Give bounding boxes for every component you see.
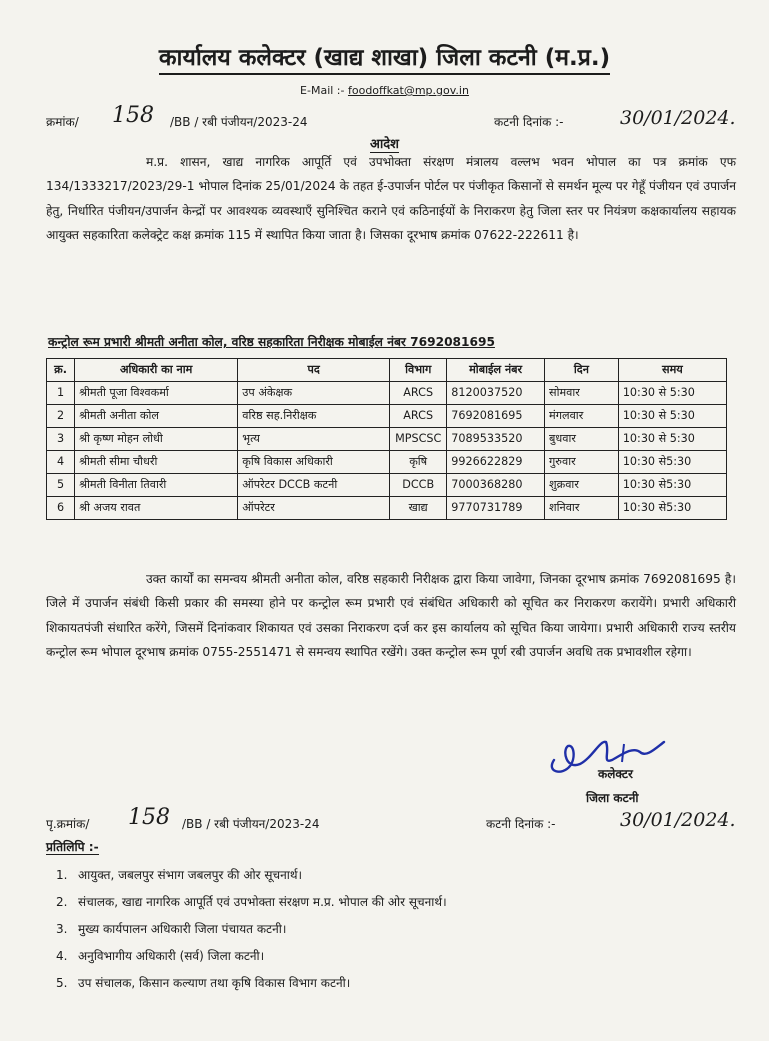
cell-day: शनिवार (545, 497, 619, 520)
header-serial: क्र. (47, 359, 75, 382)
table-row (47, 451, 727, 474)
cell-serial: 2 (47, 405, 75, 428)
cell-department: ARCS (390, 382, 447, 405)
list-number: 5. (56, 976, 68, 990)
table-row (47, 405, 727, 428)
list-item (56, 970, 447, 997)
office-title: कार्यालय कलेक्टर (खाद्य शाखा) जिला कटनी (म.प्र.) (0, 40, 769, 72)
list-number: 2. (56, 895, 68, 909)
cell-time: 10:30 से 5:30 (618, 382, 726, 405)
list-number: 1. (56, 868, 68, 882)
order-body: म.प्र. शासन, खाद्य नागरिक आपूर्ति एवं उपभोक्ता संरक्षण मंत्रालय वल्लभ भवन भोपाल का पत्र क्रमांक एफ 134/1333217/2023/29-1 भोपाल दिनांक 25/01/2024 के तहत ई-उपार्जन पोर्टल पर पंजीकृत किसानों से समर्थन मूल्य पर गेहूँ पंजीयन एवं उपार्जन हेतु, निर्धारित पंजीयन/उपार्जन केन्द्रों पर आवश्यक व्यवस्थाएँ सुनिश्चित कराने एवं कठिनाईयों के निराकरण हेतु जिला स्तर पर नियंत्रण कक्षकार्यालय सहायक आयुक्त सहकारिता कलेक्ट्रेट कक्ष क्रमांक 115 में स्थापित किया जाता है। जिसका दूरभाष क्रमांक 07622-222611 है। (46, 155, 736, 242)
cell-day: गुरुवार (545, 451, 619, 474)
header-name: अधिकारी का नाम (75, 359, 238, 382)
list-text: उप संचालक, किसान कल्याण तथा कृषि विकास विभाग कटनी। (78, 976, 351, 990)
cell-name: श्रीमती अनीता कोल (75, 405, 238, 428)
cell-post: ऑपरेटर (238, 497, 390, 520)
date-value: 30/01/2024. (620, 809, 736, 831)
cell-name: श्रीमती पूजा विश्वकर्मा (75, 382, 238, 405)
cell-name: श्रीमती सीमा चौधरी (75, 451, 238, 474)
control-room-line: कन्ट्रोल रूम प्रभारी श्रीमती अनीता कोल, वरिष्ठ सहकारिता निरीक्षक मोबाईल नंबर 7692081695 (48, 335, 495, 349)
order-heading: आदेश (369, 137, 400, 152)
list-item (56, 916, 447, 943)
header-day: दिन (545, 359, 619, 382)
cell-mobile: 7692081695 (447, 405, 545, 428)
cell-mobile: 9926622829 (447, 451, 545, 474)
table-row (47, 497, 727, 520)
cell-time: 10:30 से 5:30 (618, 405, 726, 428)
officer-table (46, 358, 727, 520)
cell-department: MPSCSC (390, 428, 447, 451)
header-mobile: मोबाईल नंबर (447, 359, 545, 382)
cell-name: श्री अजय रावत (75, 497, 238, 520)
cell-time: 10:30 से5:30 (618, 474, 726, 497)
cell-serial: 3 (47, 428, 75, 451)
cell-department: ARCS (390, 405, 447, 428)
table-row (47, 474, 727, 497)
cell-name: श्रीमती विनीता तिवारी (75, 474, 238, 497)
cell-post: उप अंकेक्षक (238, 382, 390, 405)
cell-mobile: 8120037520 (447, 382, 545, 405)
cell-day: बुधवार (545, 428, 619, 451)
header-post: पद (238, 359, 390, 382)
date-label: कटनी दिनांक :- (494, 115, 564, 129)
list-text: आयुक्त, जबलपुर संभाग जबलपुर की ओर सूचनार्थ। (78, 868, 303, 882)
cell-serial: 1 (47, 382, 75, 405)
cell-department: DCCB (390, 474, 447, 497)
list-text: मुख्य कार्यपालन अधिकारी जिला पंचायत कटनी। (78, 922, 287, 936)
ref-prefix: पृ.क्रमांक/ (46, 817, 90, 831)
cell-day: मंगलवार (545, 405, 619, 428)
cell-mobile: 9770731789 (447, 497, 545, 520)
cell-post: वरिष्ठ सह.निरीक्षक (238, 405, 390, 428)
cell-day: शुक्रवार (545, 474, 619, 497)
cell-time: 10:30 से5:30 (618, 451, 726, 474)
list-number: 3. (56, 922, 68, 936)
closing-paragraph: उक्त कार्यों का समन्वय श्रीमती अनीता कोल, वरिष्ठ सहकारी निरीक्षक द्वारा किया जावेगा, जिनका दूरभाष क्रमांक 7692081695 है। जिले में उपार्जन संबंधी किसी प्रकार की समस्या होने पर कन्ट्रोल रूम प्रभारी एवं संबंधित अधिकारी को सूचित कर निराकरण करायेंगे। प्रभारी अधिकारी शिकायतपंजी संधारित करेंगे, जिसमें दिनांकवार शिकायत एवं उसका निराकरण दर्ज कर इस कार्यालय को सूचित किया जायेगा। प्रभारी अधिकारी राज्य स्तरीय कन्ट्रोल रूम भोपाल दूरभाष क्रमांक 0755-2551471 से समन्वय स्थापित रखेंगे। उक्त कन्ट्रोल रूम पूर्ण रबी उपार्जन अवधि तक प्रभावशील रहेगा। (46, 572, 736, 659)
cell-name: श्री कृष्ण मोहन लोधी (75, 428, 238, 451)
cell-serial: 5 (47, 474, 75, 497)
table-row (47, 382, 727, 405)
signatory-title: कलेक्टर (598, 767, 633, 781)
email-label: E-Mail :- (300, 84, 345, 97)
cell-time: 10:30 से5:30 (618, 497, 726, 520)
email-address[interactable]: foodoffkat@mp.gov.in (347, 84, 469, 97)
date-label: कटनी दिनांक :- (486, 817, 556, 831)
ref-prefix: क्रमांक/ (46, 115, 79, 129)
email-line (0, 84, 769, 97)
header-time: समय (618, 359, 726, 382)
signatory-place: जिला कटनी (586, 791, 639, 805)
cell-department: कृषि (390, 451, 447, 474)
cell-serial: 4 (47, 451, 75, 474)
copy-list (56, 862, 447, 997)
cell-mobile: 7089533520 (447, 428, 545, 451)
cell-post: कृषि विकास अधिकारी (238, 451, 390, 474)
ref-suffix: /BB / रबी पंजीयन/2023-24 (170, 115, 308, 129)
cell-serial: 6 (47, 497, 75, 520)
list-item (56, 889, 447, 916)
header-department: विभाग (390, 359, 447, 382)
table-header-row (47, 359, 727, 382)
list-item (56, 862, 447, 889)
cell-post: भृत्य (238, 428, 390, 451)
date-value: 30/01/2024. (620, 107, 736, 129)
list-text: संचालक, खाद्य नागरिक आपूर्ति एवं उपभोक्ता संरक्षण म.प्र. भोपाल की ओर सूचनार्थ। (78, 895, 447, 909)
copy-heading: प्रतिलिपि :- (46, 840, 99, 854)
cell-day: सोमवार (545, 382, 619, 405)
cell-post: ऑपरेटर DCCB कटनी (238, 474, 390, 497)
cell-mobile: 7000368280 (447, 474, 545, 497)
ref-number: 158 (112, 103, 154, 128)
cell-time: 10:30 से 5:30 (618, 428, 726, 451)
cell-department: खाद्य (390, 497, 447, 520)
list-text: अनुविभागीय अधिकारी (सर्व) जिला कटनी। (78, 949, 265, 963)
table-row (47, 428, 727, 451)
list-number: 4. (56, 949, 68, 963)
list-item (56, 943, 447, 970)
ref-number: 158 (128, 805, 170, 830)
ref-suffix: /BB / रबी पंजीयन/2023-24 (182, 817, 320, 831)
